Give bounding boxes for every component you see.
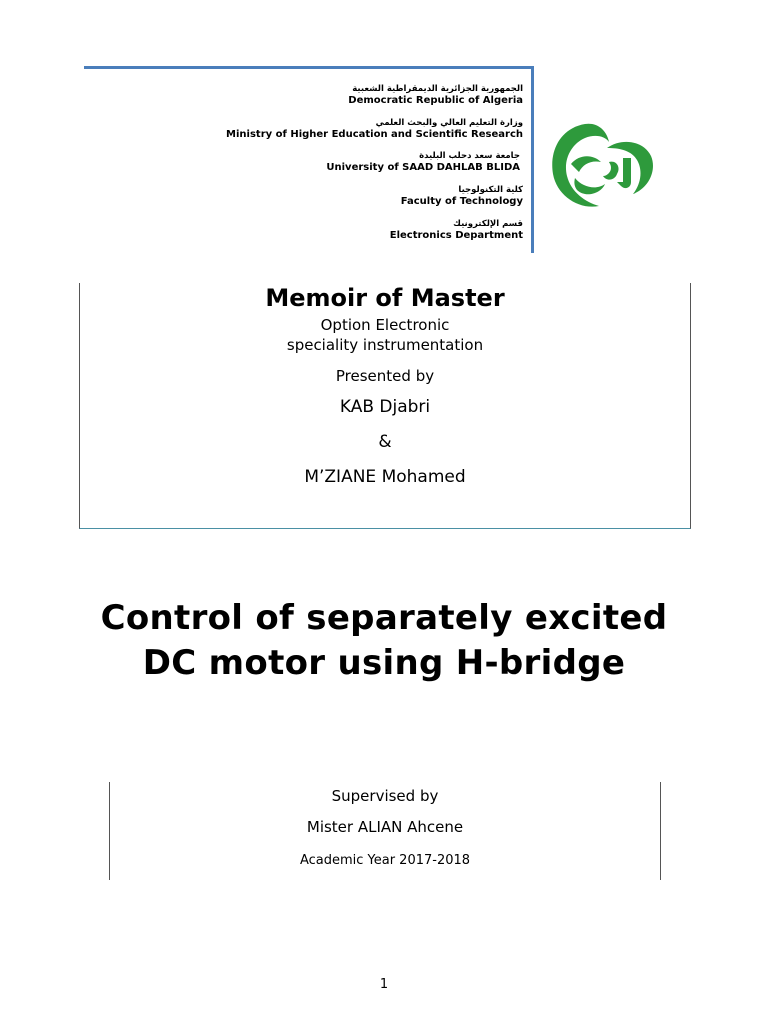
header-line-university xyxy=(326,150,520,174)
memoir-info-box xyxy=(79,283,691,529)
supervision-box xyxy=(109,782,661,880)
author-name: KAB Djabri xyxy=(339,397,431,417)
memoir-title: Memoir of Master xyxy=(265,284,505,312)
header-line-department xyxy=(390,218,523,242)
supervisor-name: Mister ALIAN Ahcene xyxy=(306,818,464,836)
thesis-title xyxy=(0,596,768,686)
academic-year: Academic Year 2017-2018 xyxy=(299,853,471,868)
english-text: University of SAAD DAHLAB BLIDA xyxy=(326,162,520,173)
thesis-title-line: Control of separately excited xyxy=(100,598,668,638)
page-number: 1 xyxy=(379,977,389,992)
institution-header xyxy=(84,66,534,253)
english-text: Ministry of Higher Education and Scientific Research xyxy=(226,129,523,140)
english-text: Faculty of Technology xyxy=(400,196,523,207)
thesis-title-line: DC motor using H-bridge xyxy=(142,643,626,683)
arabic-text: الجمهورية الجزائرية الديمقراطية الشعبية xyxy=(352,84,523,94)
header-line-faculty xyxy=(401,184,523,208)
university-logo-icon xyxy=(545,118,657,214)
english-text: Electronics Department xyxy=(389,230,523,241)
supervised-by-label: Supervised by xyxy=(331,787,439,805)
arabic-text: قسم الإلكترونيك xyxy=(453,219,523,229)
ampersand-text: & xyxy=(378,432,392,452)
arabic-text: جامعة سعد دحلب البليدة xyxy=(419,151,520,161)
presented-by-label: Presented by xyxy=(335,367,435,385)
option-text: Option Electronic xyxy=(320,316,450,334)
author-name: M’ZIANE Mohamed xyxy=(304,467,466,487)
header-line-country xyxy=(348,83,523,107)
header-line-ministry xyxy=(226,117,523,141)
arabic-text: كلية التكنولوجيا xyxy=(458,185,523,195)
speciality-text: speciality instrumentation xyxy=(286,336,484,354)
english-text: Democratic Republic of Algeria xyxy=(348,95,523,106)
arabic-text: وزارة التعليم العالي والبحث العلمي xyxy=(375,118,523,128)
